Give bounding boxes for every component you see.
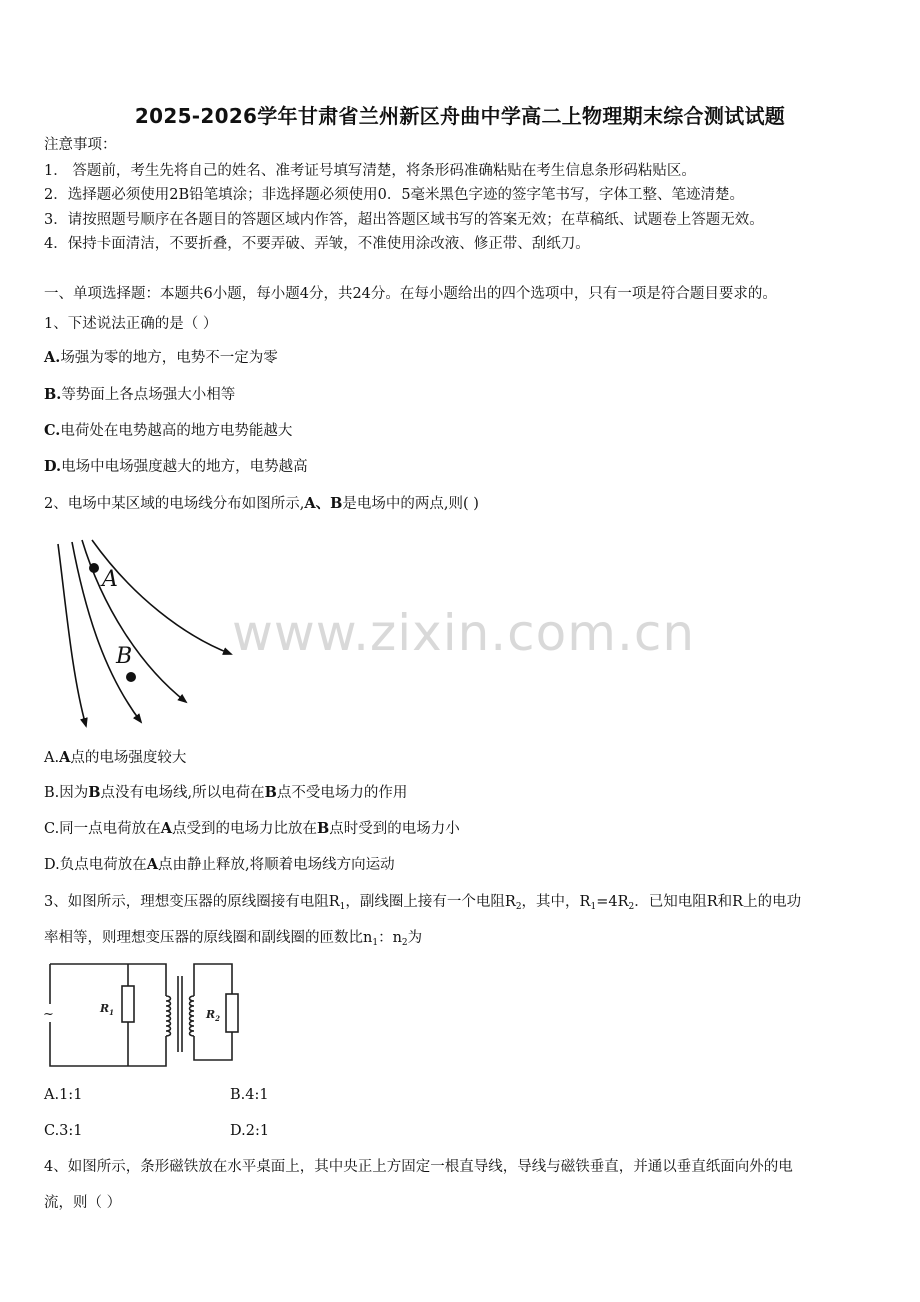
option-point: B xyxy=(264,784,277,801)
option-text: 点时受到的电场力小 xyxy=(329,821,460,837)
notice-item-3: 3．请按照题号顺序在各题目的答题区域内作答，超出答题区域书写的答案无效；在草稿纸、试题卷上答题无效。 xyxy=(44,212,764,228)
question-3-option-b: B.4:1 xyxy=(230,1087,269,1103)
secondary-bottom-wire xyxy=(194,1032,232,1060)
option-text: 点受到的电场力比放在 xyxy=(171,821,317,837)
symbol: R xyxy=(504,894,516,910)
question-3-line-1 xyxy=(44,892,801,917)
ac-source-symbol: ~ xyxy=(43,1007,54,1022)
option-text: 场强为零的地方，电势不一定为零 xyxy=(60,350,278,366)
question-3-option-c: C.3:1 xyxy=(44,1123,83,1139)
subscript: 2 xyxy=(628,902,635,912)
point-b xyxy=(126,672,136,682)
subscript: 1 xyxy=(372,938,379,948)
option-text: 点的电场强度较大 xyxy=(70,750,187,766)
option-point: B xyxy=(88,784,101,801)
watermark: www.zixin.com.cn xyxy=(232,604,696,662)
subscript: 1 xyxy=(339,902,346,912)
option-text: 点没有电场线,所以电荷在 xyxy=(100,785,265,801)
stem-text: 是电场中的两点,则( ) xyxy=(342,496,479,512)
symbol: R xyxy=(328,894,340,910)
section-heading: 一、单项选择题：本题共6小题，每小题4分，共24分。在每小题给出的四个选项中，只有一项是符合题目要求的。 xyxy=(44,286,777,302)
label-r2: $R_2$ xyxy=(206,1008,221,1023)
stem-text: 率相等，则理想变压器的原线圈和副线圈的匝数比n xyxy=(44,930,373,946)
option-text: A. xyxy=(44,750,60,766)
option-text: 电荷处在电势越高的地方电势能越大 xyxy=(60,423,293,439)
primary-coil xyxy=(166,996,171,1036)
question-1-option-a xyxy=(44,348,278,368)
option-letter: B. xyxy=(44,386,62,403)
subscript: 2 xyxy=(401,938,408,948)
question-2-option-b xyxy=(44,783,407,803)
secondary-top-wire xyxy=(194,964,232,996)
label-a: A xyxy=(102,567,118,592)
option-letter: D. xyxy=(44,458,62,475)
subscript: 2 xyxy=(515,902,522,912)
primary-top-wire xyxy=(50,964,166,996)
option-point: A xyxy=(59,749,71,766)
option-point: A xyxy=(160,820,172,837)
option-text: D.负点电荷放在 xyxy=(44,857,147,873)
page-title: 2025-2026学年甘肃省兰州新区舟曲中学高二上物理期末综合测试试题 xyxy=(134,104,786,128)
resistor-r2 xyxy=(226,994,238,1032)
stem-text: ：n xyxy=(378,930,402,946)
option-point: A xyxy=(146,856,158,873)
resistor-r1 xyxy=(122,986,134,1022)
notice-item-4: 4．保持卡面清洁，不要折叠，不要弄破、弄皱，不准使用涂改液、修正带、刮纸刀。 xyxy=(44,236,590,252)
transformer-circuit-figure xyxy=(42,960,242,1072)
question-2-option-a xyxy=(44,748,186,768)
iron-core xyxy=(178,976,182,1052)
subscript: 1 xyxy=(590,902,597,912)
option-letter: C. xyxy=(44,422,61,439)
symbol: R xyxy=(579,894,591,910)
option-point: B xyxy=(316,820,330,837)
point-a xyxy=(89,563,99,573)
stem-text: ，副线圈上接有一个电阻 xyxy=(345,894,505,910)
option-text: 点不受电场力的作用 xyxy=(276,785,408,801)
question-3-line-2 xyxy=(44,928,422,953)
secondary-coil xyxy=(190,996,195,1036)
option-text: 点由静止释放,将顺着电场线方向运动 xyxy=(157,857,395,873)
question-1-option-c xyxy=(44,421,292,441)
question-1-option-d xyxy=(44,457,308,477)
question-2-option-d xyxy=(44,855,395,875)
option-text: 等势面上各点场强大小相等 xyxy=(61,387,236,403)
primary-bottom-wire xyxy=(50,1022,166,1066)
symbol: =4R xyxy=(596,894,629,910)
stem-text: 为 xyxy=(407,930,423,946)
notice-heading: 注意事项： xyxy=(44,137,117,153)
question-2-option-c xyxy=(44,819,460,839)
option-text: C.同一点电荷放在 xyxy=(44,821,161,837)
field-line-1 xyxy=(58,544,86,726)
option-text: 电场中电场强度越大的地方，电势越高 xyxy=(61,459,308,475)
question-1-stem: 1、下述说法正确的是（ ） xyxy=(44,316,218,332)
notice-item-2: 2．选择题必须使用2B铅笔填涂；非选择题必须使用0．5毫米黑色字迹的签字笔书写，字体工整、笔迹清楚。 xyxy=(44,187,745,203)
stem-points: A、B xyxy=(304,495,343,512)
question-2-stem xyxy=(44,494,479,514)
option-text: B.因为 xyxy=(44,785,89,801)
notice-item-1: 1． 答题前，考生先将自己的姓名、准考证号填写清楚，将条形码准确粘贴在考生信息条形码粘贴区。 xyxy=(44,163,696,179)
stem-text: 3、如图所示，理想变压器的原线圈接有电阻 xyxy=(44,894,329,910)
option-letter: A. xyxy=(44,349,61,366)
field-line-4 xyxy=(92,540,231,654)
label-r1: $R_1$ xyxy=(100,1002,115,1017)
label-b: B xyxy=(116,644,133,669)
stem-text: 2、电场中某区域的电场线分布如图所示, xyxy=(44,496,305,512)
question-4-line-1: 4、如图所示，条形磁铁放在水平桌面上，其中央正上方固定一根直导线，导线与磁铁垂直，并通以垂直纸面向外的电 xyxy=(44,1159,793,1175)
stem-text: ．已知电阻R和R上的电功 xyxy=(634,894,802,910)
question-3-option-d: D.2:1 xyxy=(230,1123,270,1139)
question-1-option-b xyxy=(44,385,235,405)
question-4-line-2: 流，则（ ） xyxy=(44,1195,122,1211)
electric-field-line-figure xyxy=(44,536,244,732)
question-3-option-a: A.1:1 xyxy=(44,1087,83,1103)
stem-text: ，其中， xyxy=(521,894,580,910)
